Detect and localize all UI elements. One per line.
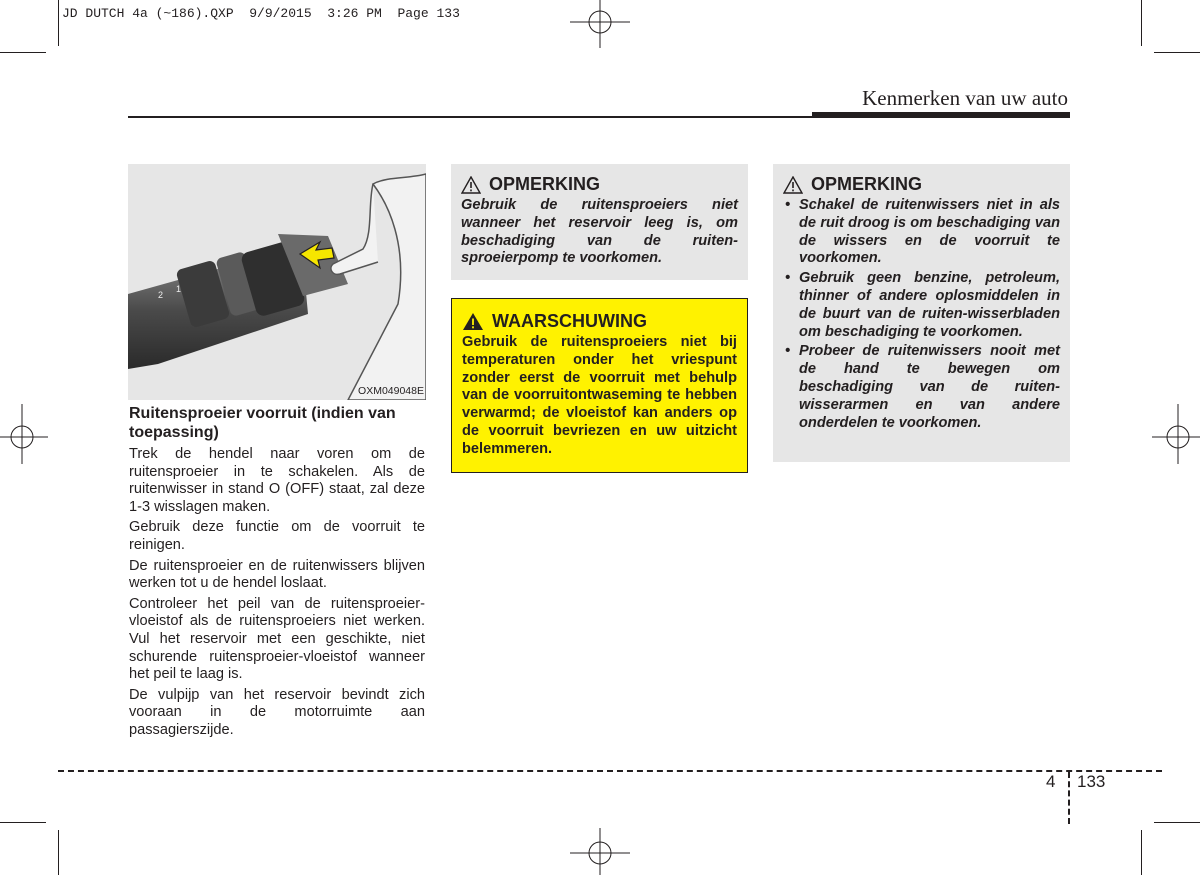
page-number: 133: [1077, 772, 1106, 791]
page-header-title: Kenmerken van uw auto: [862, 86, 1068, 110]
registration-mark-bottom: [570, 828, 630, 875]
caution-triangle-icon: [783, 176, 803, 194]
header-rule-bold: [812, 112, 1070, 118]
note-heading: [783, 174, 1060, 195]
warning-box: [451, 298, 748, 473]
body-text: [129, 446, 425, 743]
wiper-stalk-drawing: [128, 164, 426, 400]
note-box: [451, 164, 748, 280]
print-slug: JD DUTCH 4a (~186).QXP 9/9/2015 3:26 PM Page 133: [62, 6, 460, 21]
list-item: • Gebruik geen benzine, petroleum, thinner of andere oplosmiddelen in de buurt van de ruiten-wisserbladen om beschadiging te voorkomen.: [783, 270, 1060, 341]
list-item: • Schakel de ruitenwissers niet in als de ruit droog is om beschadiging van de wissers en de voorruit te voorkomen.: [783, 197, 1060, 268]
chapter-number: 4: [1046, 772, 1056, 791]
warning-heading-label: WAARSCHUWING: [492, 311, 647, 331]
warning-text: Gebruik de ruitensproeiers niet bij temperaturen onder het vriespunt zonder eerst de voorruit met behulp van de voorruitontwaseming te hebben verwarmd; de vloeistof kan anders op de voorruit bevriezen en uw uitzicht belemmeren.: [462, 334, 737, 457]
section-title: Ruitensproeier voorruit (indien van toepassing): [129, 405, 396, 441]
note-box: [773, 164, 1070, 462]
note-heading-label: OPMERKING: [811, 174, 923, 194]
registration-mark-right: [1152, 404, 1200, 464]
figure-code: OXM049048E: [358, 385, 424, 397]
footer-divider: [1068, 772, 1070, 824]
svg-text:2: 2: [158, 290, 164, 300]
wiper-stalk-illustration: [128, 164, 426, 400]
note-heading: [461, 174, 738, 195]
warning-triangle-icon: [462, 312, 484, 331]
caution-triangle-icon: [461, 176, 481, 194]
note-heading-label: OPMERKING: [489, 174, 601, 194]
footer-rule: [58, 770, 1162, 772]
registration-mark-left: [0, 404, 48, 464]
svg-text:1: 1: [176, 284, 182, 294]
paragraph: Controleer het peil van de ruitensproeier-vloeistof als de ruitensproeiers niet werken. Vul het reservoir met een geschikte, niet schurende ruitensproeier-vloeistof wanneer het peil te laag is.: [129, 595, 425, 683]
header-rule: [128, 116, 812, 118]
note-list: [783, 197, 1060, 432]
registration-mark-top: [570, 0, 630, 48]
paragraph: De ruitensproeier en de ruitenwissers blijven werken tot u de hendel loslaat.: [129, 557, 425, 592]
paragraph: De vulpijp van het reservoir bevindt zich vooraan in de motorruimte aan passagierszijde.: [129, 686, 425, 738]
warning-heading: [462, 311, 737, 332]
paragraph: Gebruik deze functie om de voorruit te reinigen.: [129, 519, 425, 553]
list-item: • Probeer de ruitenwissers nooit met de hand te bewegen om beschadiging van de ruiten-wisserarmen en van andere onderdelen te voorkomen.: [783, 343, 1060, 432]
note-text: Gebruik de ruitensproeiers niet wanneer het reservoir leeg is, om beschadiging van de ruiten-sproeierpomp te voorkomen.: [461, 197, 738, 267]
paragraph: Trek de hendel naar voren om de ruitensproeier in te schakelen. Als de ruitenwisser in stand O (OFF) staat, zal deze 1-3 wisslagen maken.: [129, 446, 425, 515]
